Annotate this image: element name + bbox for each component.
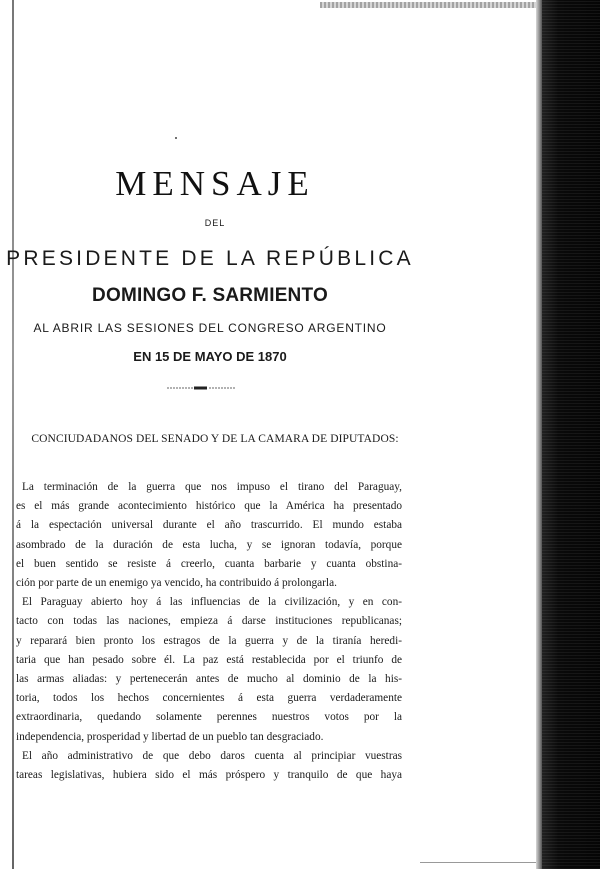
- body-line: el buen sentido se resiste á creerlo, cuanta barbarie y cuanta obstina-: [16, 557, 402, 570]
- body-line: asombrado de la duración de esta lucha, y se ignoran todavía, porque: [16, 538, 402, 551]
- body-line: las armas aliadas: y pertenecerán antes de mucho al dominio de la his-: [16, 673, 402, 686]
- title-occasion: AL ABRIR LAS SESIONES DEL CONGRESO ARGENTINO: [33, 321, 387, 335]
- address-salutation: CONCIUDADANOS DEL SENADO Y DE LA CAMARA DE DIPUTADOS:: [31, 433, 399, 445]
- body-line: taria que han pesado sobre él. La paz está restablecida por el triunfo de: [16, 653, 402, 666]
- body-line: ción por parte de un enemigo ya vencido, ha contribuido á prolongarla.: [16, 577, 337, 590]
- body-line: El año administrativo de que debo daros cuenta al principiar vuestras: [22, 749, 402, 762]
- body-line: El Paraguay abierto hoy á las influencias de la civilización, y en con-: [22, 596, 402, 609]
- body-line: La terminación de la guerra que nos impuso el tirano del Paraguay,: [22, 481, 402, 493]
- body-line: tareas legislativas, hubiera sido el más próspero y tranquilo de que haya: [16, 769, 402, 782]
- scan-margin-strip: [536, 0, 600, 869]
- ornament-divider: [167, 386, 235, 390]
- title-date: EN 15 DE MAYO DE 1870: [133, 349, 287, 364]
- title-name: DOMINGO F. SARMIENTO: [92, 285, 328, 306]
- title-presidente: PRESIDENTE DE LA REPÚBLICA: [6, 247, 414, 270]
- body-line: independencia, prosperidad y libertad de un pueblo tan desgraciado.: [16, 730, 324, 743]
- speck: [175, 137, 177, 139]
- body-line: y reparará bien pronto los estragos de la guerra y de la tiranía heredi-: [16, 634, 402, 647]
- body-line: toria, todos los hechos concernientes á esta guerra verdaderamente: [16, 692, 402, 705]
- title-mensaje: MENSAJE: [115, 164, 315, 203]
- body-text: [16, 478, 402, 785]
- body-line: á la espectación universal durante el año trascurrido. El mundo estaba: [16, 519, 402, 532]
- title-del: DEL: [204, 218, 226, 228]
- bottom-rule: [420, 862, 536, 863]
- body-line: tacto con todas las naciones, empieza á darse instituciones republicanas;: [16, 615, 402, 628]
- body-line: es el más grande acontecimiento histórico que la América ha presentado: [16, 500, 402, 513]
- body-line: extraordinaria, quedando solamente perennes nuestros votos por la: [16, 711, 402, 724]
- page-edge-top: [320, 2, 540, 8]
